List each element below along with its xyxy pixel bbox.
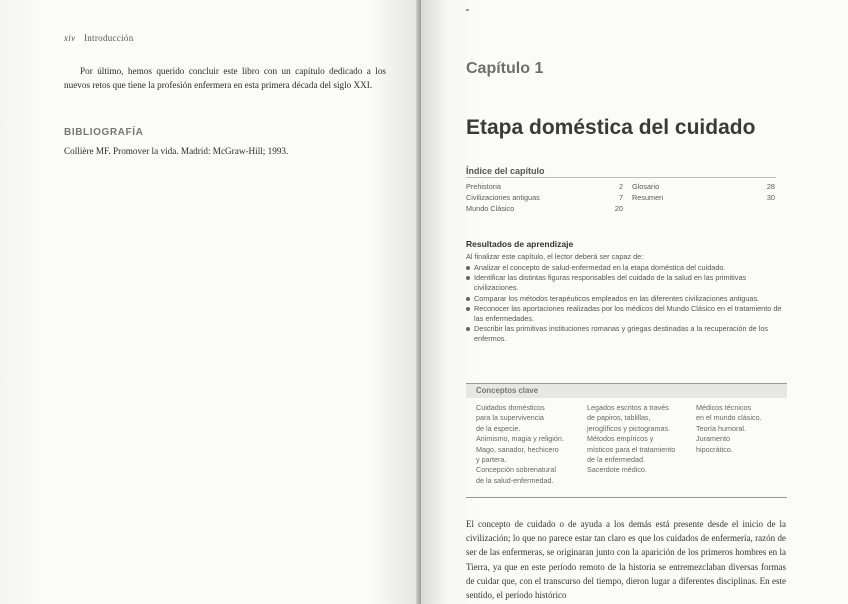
index-item: Mundo Clásico 20 — [466, 204, 623, 213]
index-item: Civilizaciones antiguas 7 — [466, 193, 623, 202]
list-item: Juramento — [696, 434, 730, 444]
intro-paragraph: Por último, hemos querido concluir este libro con un capítulo dedicado a los nuevos retos que tiene la profesión enfermera en esta primera década del siglo XXI. — [64, 66, 386, 90]
list-item: místicos para el tratamiento — [587, 444, 676, 454]
bullet-icon — [466, 297, 470, 301]
list-item: Legados escritos a través — [587, 403, 669, 412]
list-item: de la enfermedad. — [587, 455, 645, 465]
index-item: Resumen 30 — [632, 193, 775, 202]
outcomes-lead: Al finalizar este capítulo, el lector deberá ser capaz de: — [466, 252, 644, 261]
list-item: de papiros, tablillas, — [587, 413, 651, 423]
list-item: de la salud-enfermedad. — [476, 475, 554, 485]
list-item: Teoría humoral. — [696, 423, 746, 433]
list-item: Métodos empíricos y — [587, 434, 654, 444]
list-item: para la supervivencia — [476, 413, 544, 423]
key-concepts-heading: Conceptos clave — [476, 386, 538, 395]
chapter-label: Capítulo 1 — [466, 60, 544, 77]
index-item: Prehistoria 2 — [466, 182, 623, 191]
index-column-2 — [632, 181, 775, 203]
list-item: Reconocer las aportaciones realizadas por los médicos del Mundo Clásico en el tratamiento de las enfermedades. — [466, 304, 784, 324]
left-page — [0, 0, 420, 604]
body-paragraph: El concepto de cuidado o de ayuda a los demás está presente desde el inicio de la civilización; lo que no parece estar tan claro es que los cuidados de enfermería, razón de ser de las enfermeras, se originaran junto con la aparición de los primeros hombres en la Tierra, ya que en este período remoto de la historia se entremezclaban diversas formas de cuidar que, con el transcurso del tiempo, dieron lugar a diferentes disciplinas. En este sentido, el período histórico — [466, 519, 786, 601]
list-item: Analizar el concepto de salud-enfermedad en la etapa doméstica del cuidado. — [466, 263, 784, 273]
index-item: Glosario 28 — [632, 182, 775, 191]
index-heading: Índice del capítulo — [466, 166, 545, 176]
section-name: Introducción — [83, 33, 134, 43]
list-item: Sacerdote médico. — [587, 465, 647, 475]
list-item: Concepción sobrenatural — [476, 465, 556, 475]
list-item: Médicos técnicos — [696, 403, 752, 412]
outcomes-list — [466, 263, 784, 345]
key-concepts-column-1 — [476, 403, 594, 486]
list-item: y partera. — [476, 455, 507, 465]
index-column-1 — [466, 181, 623, 214]
list-item: de la especie. — [476, 423, 521, 433]
list-item: Cuidados domésticos — [476, 403, 545, 412]
bibliography-entry: Collière MF. Promover la vida. Madrid: McGraw-Hill; 1993. — [64, 146, 289, 156]
list-item: Identificar las distintas figuras responsables del cuidado de la salud en las primitivas civilizaciones. — [466, 273, 784, 293]
key-concepts-box — [466, 383, 787, 498]
bullet-icon — [466, 276, 470, 280]
bullet-icon — [466, 327, 470, 331]
list-item: Comparar los métodos terapéuticos empleados en las diferentes civilizaciones antiguas. — [466, 294, 784, 304]
bullet-icon — [466, 307, 470, 311]
index-divider — [466, 177, 776, 178]
list-item: hipocrático. — [696, 444, 733, 454]
right-page — [421, 0, 848, 604]
chapter-title: Etapa doméstica del cuidado — [466, 116, 756, 139]
bibliography-heading: BIBLIOGRAFÍA — [64, 127, 144, 138]
running-header — [64, 33, 134, 43]
list-item: Describir las primitivas instituciones romanas y griegas destinadas a la recuperación de los enfermos. — [466, 324, 784, 344]
list-item: Animismo, magia y religión. — [476, 434, 564, 444]
list-item: jeroglíficos y pictogramas. — [587, 423, 671, 433]
page-number: xiv — [64, 33, 76, 43]
list-item: en el mundo clásico. — [696, 413, 762, 423]
scan-mark — [466, 9, 469, 11]
list-item: Mago, sanador, hechicero — [476, 444, 559, 454]
key-concepts-column-2 — [587, 403, 697, 476]
key-concepts-column-3 — [696, 403, 788, 455]
bullet-icon — [466, 266, 470, 270]
outcomes-heading: Resultados de aprendizaje — [466, 239, 574, 249]
